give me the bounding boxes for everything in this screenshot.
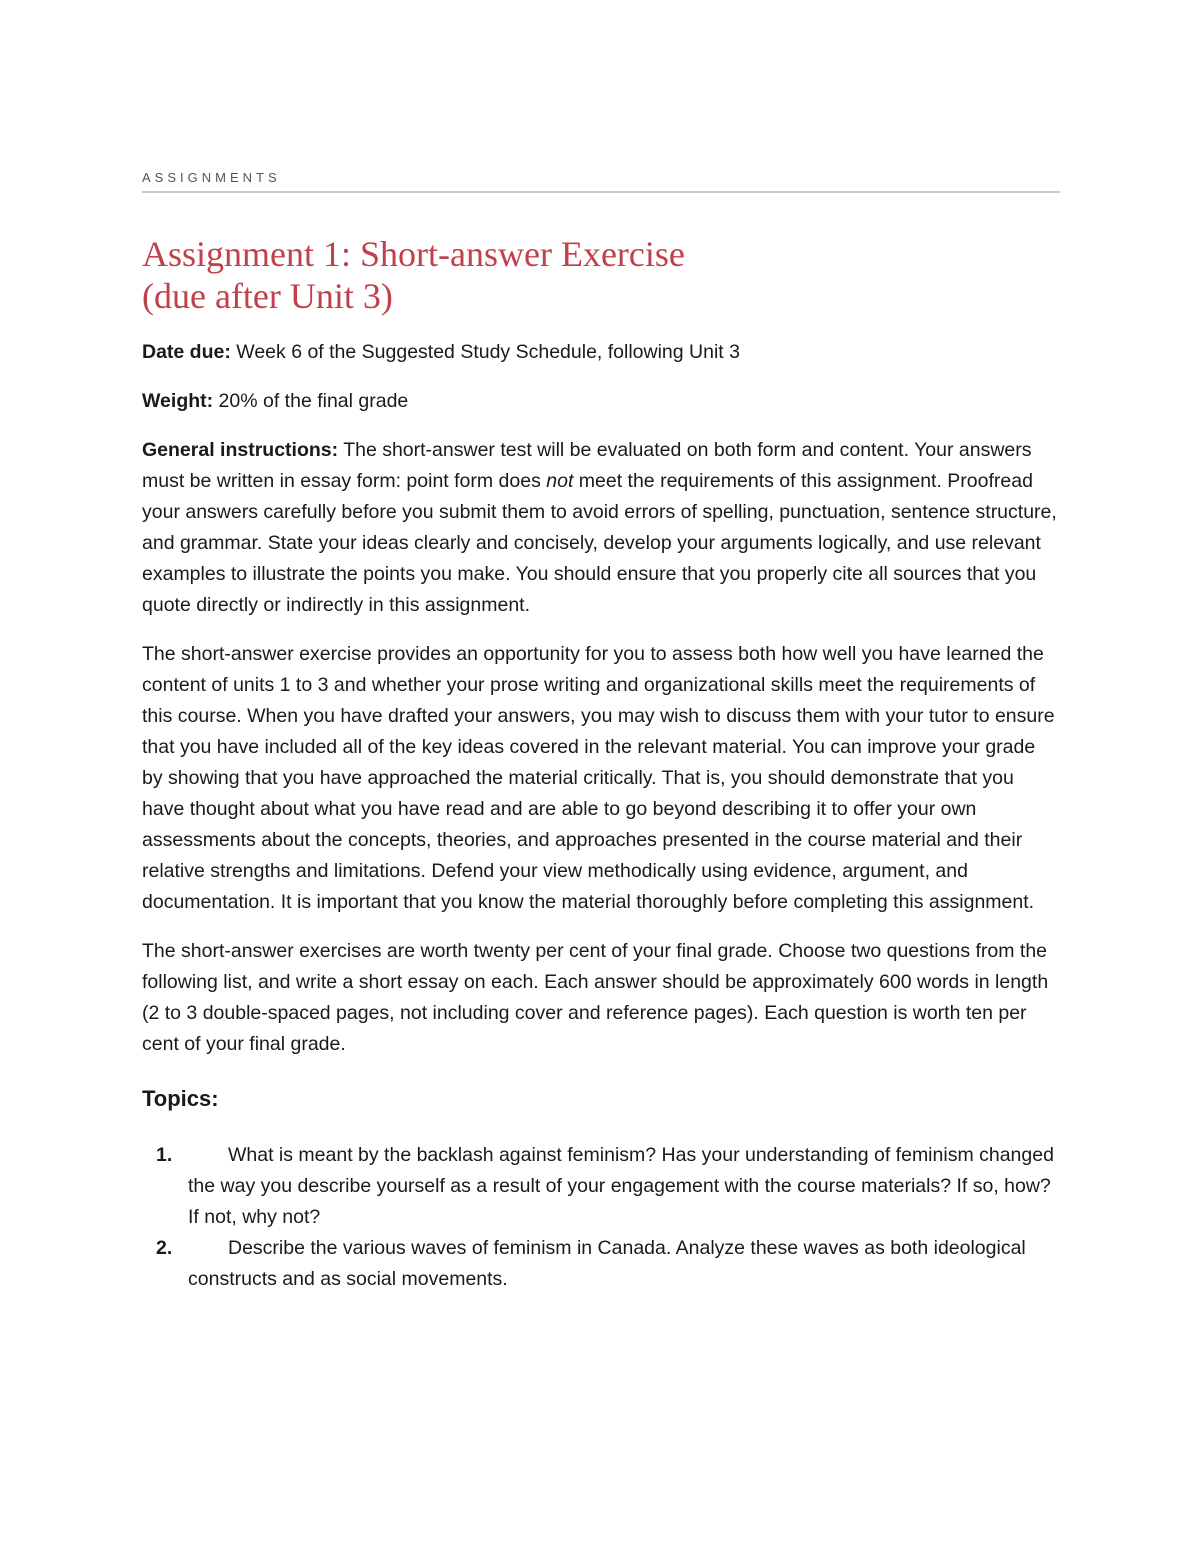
- weight-value: 20% of the final grade: [213, 390, 409, 412]
- date-due-label: Date due:: [142, 341, 231, 363]
- section-label: ASSIGNMENTS: [142, 170, 281, 185]
- paragraph-opportunity: The short-answer exercise provides an opportunity for you to assess both how well you have learned the content of units 1 to 3 and whether your prose writing and organizational skills meet the requirements of this course. When you have drafted your answers, you may wish to discuss them with your tutor to ensure that you have included all of the key ideas covered in the relevant material. You can improve your grade by showing that you have approached the material critically. That is, you should demonstrate that you have thought about what you have read and are able to go beyond describing it to offer your own assessments about the concepts, theories, and approaches presented in the course material and their relative strengths and limitations. Defend your view methodically using evidence, argument, and documentation. It is important that you know the material thoroughly before completing this assignment.: [142, 643, 1055, 913]
- topic-number: 1.: [156, 1144, 173, 1166]
- topic-number: 2.: [156, 1237, 173, 1259]
- weight: [142, 386, 1060, 417]
- topic-item: [142, 1233, 1060, 1295]
- general-instructions: [142, 435, 1060, 621]
- topic-item: [142, 1140, 1060, 1233]
- section-divider: [142, 191, 1060, 193]
- title-line-1: Assignment 1: Short-answer Exercise: [142, 234, 685, 274]
- topics-list: [142, 1140, 1060, 1295]
- general-instructions-label: General instructions:: [142, 439, 339, 461]
- title-line-2: (due after Unit 3): [142, 276, 393, 316]
- general-instructions-text-a: The short-answer test will be evaluated on both form and content. Your answers must be written in essay form: point form does: [142, 439, 1032, 492]
- document-page: [142, 170, 1060, 1295]
- topic-text: Describe the various waves of feminism in Canada. Analyze these waves as both ideological constructs and as social movements.: [188, 1237, 1026, 1290]
- paragraph-worth: The short-answer exercises are worth twenty per cent of your final grade. Choose two questions from the following list, and write a short essay on each. Each answer should be approximately 600 words in length (2 to 3 double-spaced pages, not including cover and reference pages). Each question is worth ten per cent of your final grade.: [142, 940, 1049, 1055]
- weight-label: Weight:: [142, 390, 214, 412]
- general-instructions-emphasis: not: [546, 470, 574, 492]
- assignment-title: [142, 233, 1060, 317]
- topic-text: What is meant by the backlash against feminism? Has your understanding of feminism changed the way you describe yourself as a result of your engagement with the course materials? If so, how? If not, why not?: [188, 1144, 1054, 1228]
- date-due-value: Week 6 of the Suggested Study Schedule, following Unit 3: [230, 341, 740, 363]
- topics-heading: Topics:: [142, 1086, 219, 1111]
- date-due: [142, 337, 1060, 368]
- general-instructions-text-b: meet the requirements of this assignment. Proofread your answers carefully before you submit them to avoid errors of spelling, punctuation, sentence structure, and grammar. State your ideas clearly and concisely, develop your arguments logically, and use relevant examples to illustrate the points you make. You should ensure that you properly cite all sources that you quote directly or indirectly in this assignment.: [142, 470, 1057, 616]
